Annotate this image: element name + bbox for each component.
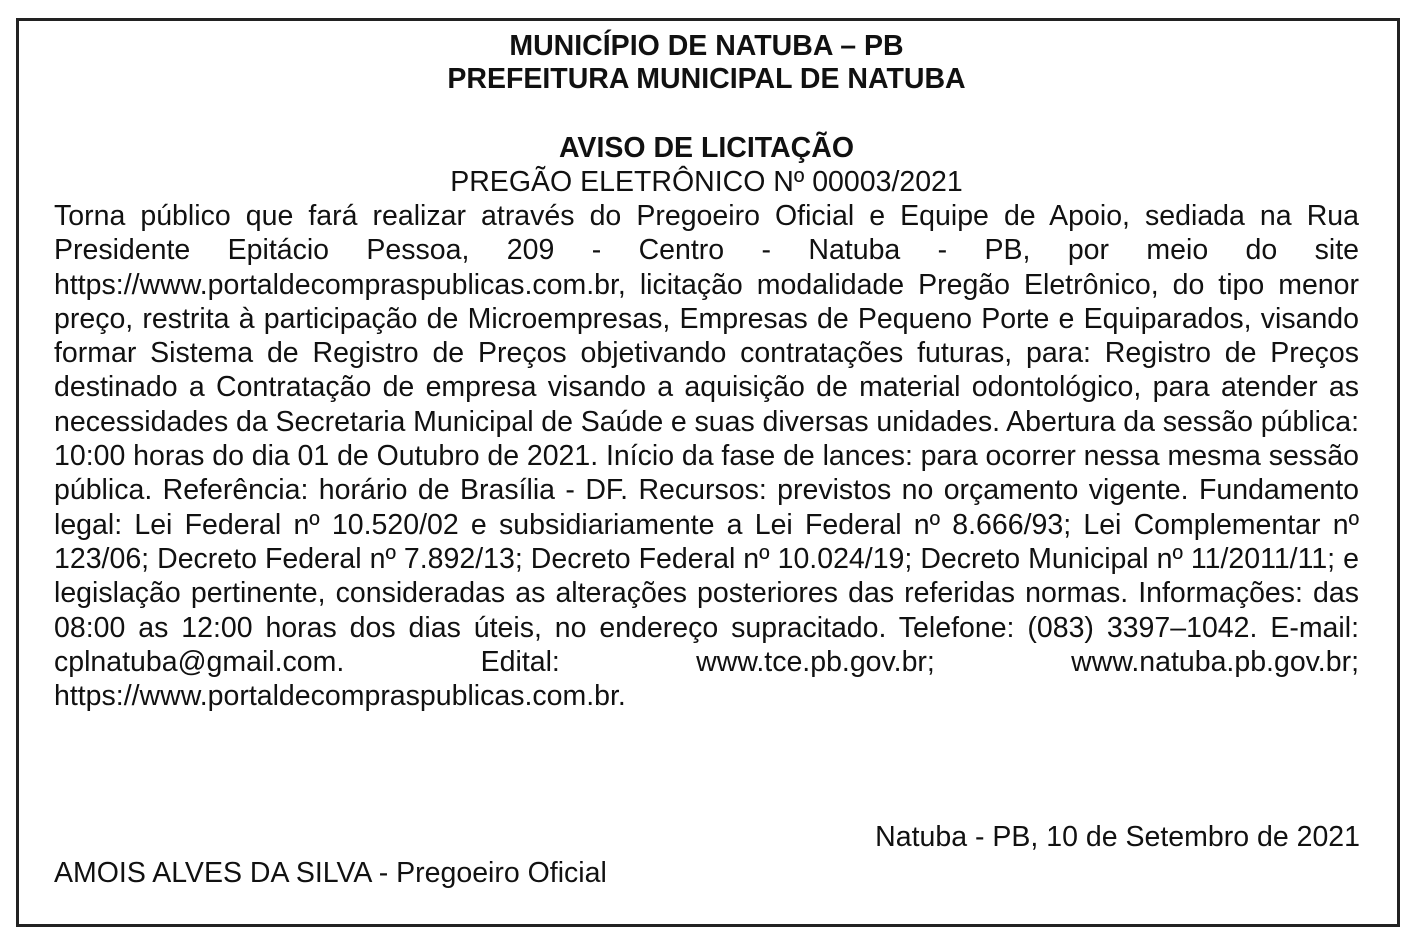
municipality-heading: MUNICÍPIO DE NATUBA – PB <box>509 30 904 62</box>
notice-title: AVISO DE LICITAÇÃO <box>558 132 855 164</box>
signature-line: AMOIS ALVES DA SILVA - Pregoeiro Oficial <box>54 857 607 889</box>
place-date: Natuba - PB, 10 de Setembro de 2021 <box>875 821 1360 853</box>
notice-body: Torna público que fará realizar através do Pregoeiro Oficial e Equipe de Apoio, sediada na Rua Presidente Epitácio Pessoa, 209 - Centro - Natuba - PB, por meio do site https://www.portaldecompraspublicas.com.br, licitação modalidade Pregão Eletrônico, do tipo menor preço, restrita à participação de Microempresas, Empresas de Pequeno Porte e Equiparados, visando formar Sistema de Registro de Preços objetivando contratações futuras, para: Registro de Preços destinado a Contratação de empresa visando a aquisição de material odontológico, para atender as necessidades da Secretaria Municipal de Saúde e suas diversas unidades. Abertura da sessão pública: 10:00 horas do dia 01 de Outubro de 2021. Início da fase de lances: para ocorrer nessa mesma sessão pública. Referência: horário de Brasília - DF. Recursos: previstos no orçamento vigente. Fundamento legal: Lei Federal nº 10.520/02 e subsidiariamente a Lei Federal nº 8.666/93; Lei Complementar nº 123/06; Decreto Federal nº 7.892/13; Decreto Federal nº 10.024/19; Decreto Municipal nº 11/2011/11; e legislação pertinente, consideradas as alterações posteriores das referidas normas. Informações: das 08:00 as 12:00 horas dos dias úteis, no endereço supracitado. Telefone: (083) 3397–1042. E-mail: cplnatuba@gmail.com. Edital: www.tce.pb.gov.br; www.natuba.pb.gov.br; https://www.portaldecompraspublicas.com.br. <box>54 200 1359 713</box>
notice-subtitle: PREGÃO ELETRÔNICO Nº 00003/2021 <box>450 166 963 198</box>
document-content <box>54 30 1359 713</box>
prefecture-heading: PREFEITURA MUNICIPAL DE NATUBA <box>447 63 966 95</box>
heading-spacer <box>54 96 1359 131</box>
